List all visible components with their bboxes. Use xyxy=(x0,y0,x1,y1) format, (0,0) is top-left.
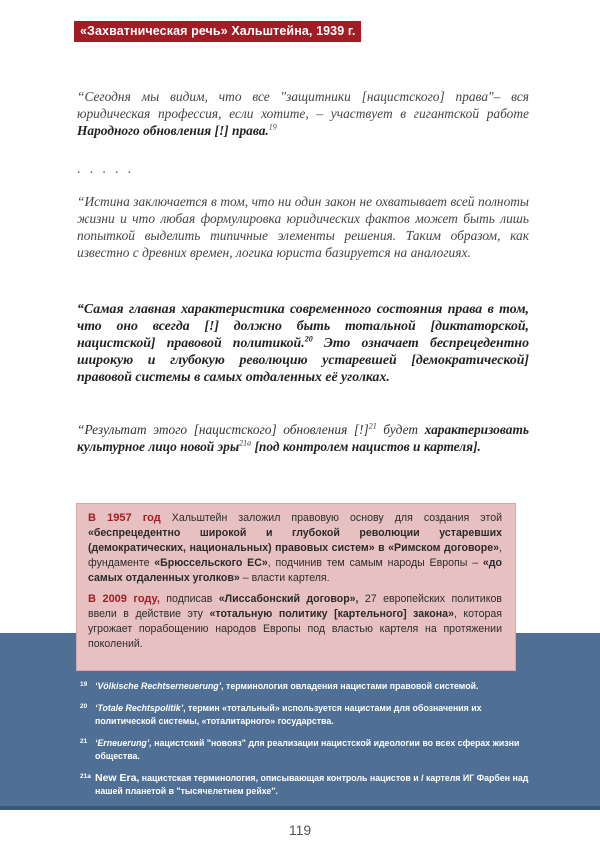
info-emphasis: «тотальную политику [картельного] закона» xyxy=(209,608,454,620)
quote-text: “Самая главная характеристика современного состояния права в том, что оно всегда [!] должно быть тотальной [диктаторской, нацистской] правовой политикой. xyxy=(77,301,529,350)
info-emphasis: «беспрецедентно широкой и глубокой революции устаревших (демократических, национальных) правовых систем» в «Римском договоре» xyxy=(88,527,502,554)
footnote-text: , термин «тотальный» используется нацистами для обозначения их политической системы, «тоталитарного» государства. xyxy=(95,703,482,726)
quote-emphasis-2: [под контролем нацистов и картеля]. xyxy=(251,439,481,454)
footnote-number: 20 xyxy=(80,703,88,710)
info-text: , фундаменте xyxy=(88,542,502,569)
footnote-19 xyxy=(80,680,530,693)
quote-national-renewal xyxy=(77,88,529,139)
footnote-ref-20[interactable]: 20 xyxy=(304,334,313,344)
footnote-20 xyxy=(80,702,530,728)
info-text: , которая угрожает порабощению народов Европы под властью картеля на протяжении поколений. xyxy=(88,608,502,650)
footnote-term: New Era, xyxy=(95,772,140,784)
footnote-number: 21 xyxy=(80,738,88,745)
quote-emphasis: Народного обновления [!] права. xyxy=(77,123,269,138)
footnote-number: 21a xyxy=(80,773,91,780)
footnote-21a xyxy=(80,772,530,798)
quote-text: “Сегодня мы видим, что все "защитники [нацистского] права"– вся юридическая профессия, если хотите, – участвует в гигантской работе xyxy=(77,89,529,121)
info-text: 27 европейских политиков ввели в действие эту xyxy=(88,593,503,620)
info-emphasis: «Брюссельского ЕС» xyxy=(154,557,268,569)
info-emphasis: «до самых отдаленных уголков» xyxy=(88,557,502,584)
page-number: 119 xyxy=(288,822,312,838)
info-text: , подчинив тем самым народы Европы – xyxy=(267,557,483,569)
footnote-number: 19 xyxy=(80,681,88,688)
quote-renewal-result xyxy=(77,421,529,455)
footnote-ref-19[interactable]: 19 xyxy=(268,122,277,132)
footnote-term: ‘Völkische Rechtserneuerung’ xyxy=(95,681,222,691)
info-box xyxy=(76,503,516,671)
footnote-ref-21a[interactable]: 21a xyxy=(239,438,252,448)
footnote-text: нацистский "новояз" для реализации нацистской идеологии во всех сферах жизни общества. xyxy=(95,738,520,761)
info-text: – власти картеля. xyxy=(239,572,330,584)
footnotes xyxy=(80,680,530,807)
footnote-term: ‘Totale Rechtspolitik’ xyxy=(95,703,184,713)
footnote-text: нацистская терминология, описывающая контроль нацистов и / картеля ИГ Фарбен над нашей планетой в "тысячелетнем рейхе". xyxy=(95,773,529,796)
info-text: Хальштейн заложил правовую основу для создания этой xyxy=(160,512,502,524)
quote-truth-of-law: “Истина заключается в том, что ни один закон не охватывает всей полноты жизни и что любая формулировка юридических фактов может быть лишь попыткой выделить типичные элементы решения. Таким образом, как известно с древних времен, логика юриста базируется на аналогиях. xyxy=(77,194,529,260)
quote-total-legal-policy xyxy=(77,300,529,385)
ellipsis-separator: . . . . . xyxy=(77,161,135,176)
info-paragraph-1957 xyxy=(88,511,502,586)
quote-text: “Результат этого [нацистского] обновления [!] xyxy=(77,422,369,437)
footnote-text: , терминология овладения нацистами правовой системой. xyxy=(221,681,479,691)
info-text: подписав xyxy=(159,593,219,605)
section-header-label: «Захватническая речь» Хальштейна, 1939 г. xyxy=(74,21,361,42)
quote-text-continued: Это означает беспрецедентно широкую и глубокую революцию устаревшей [демократической] правовой системы в самых отдаленных её уголках. xyxy=(77,335,529,384)
info-paragraph-2009 xyxy=(88,592,502,652)
footnote-ref-21[interactable]: 21 xyxy=(368,421,377,431)
footnote-21 xyxy=(80,737,530,763)
quote-emphasis: характеризовать культурное лицо новой эры xyxy=(77,422,529,454)
footnote-term: ‘Erneuerung’, xyxy=(95,738,152,748)
quote-text-continued: будет xyxy=(376,422,425,437)
info-emphasis: «Лиссабонский договор», xyxy=(218,593,359,605)
info-year-1957: В 1957 год xyxy=(88,512,161,524)
info-year-2009: В 2009 году, xyxy=(88,593,160,605)
